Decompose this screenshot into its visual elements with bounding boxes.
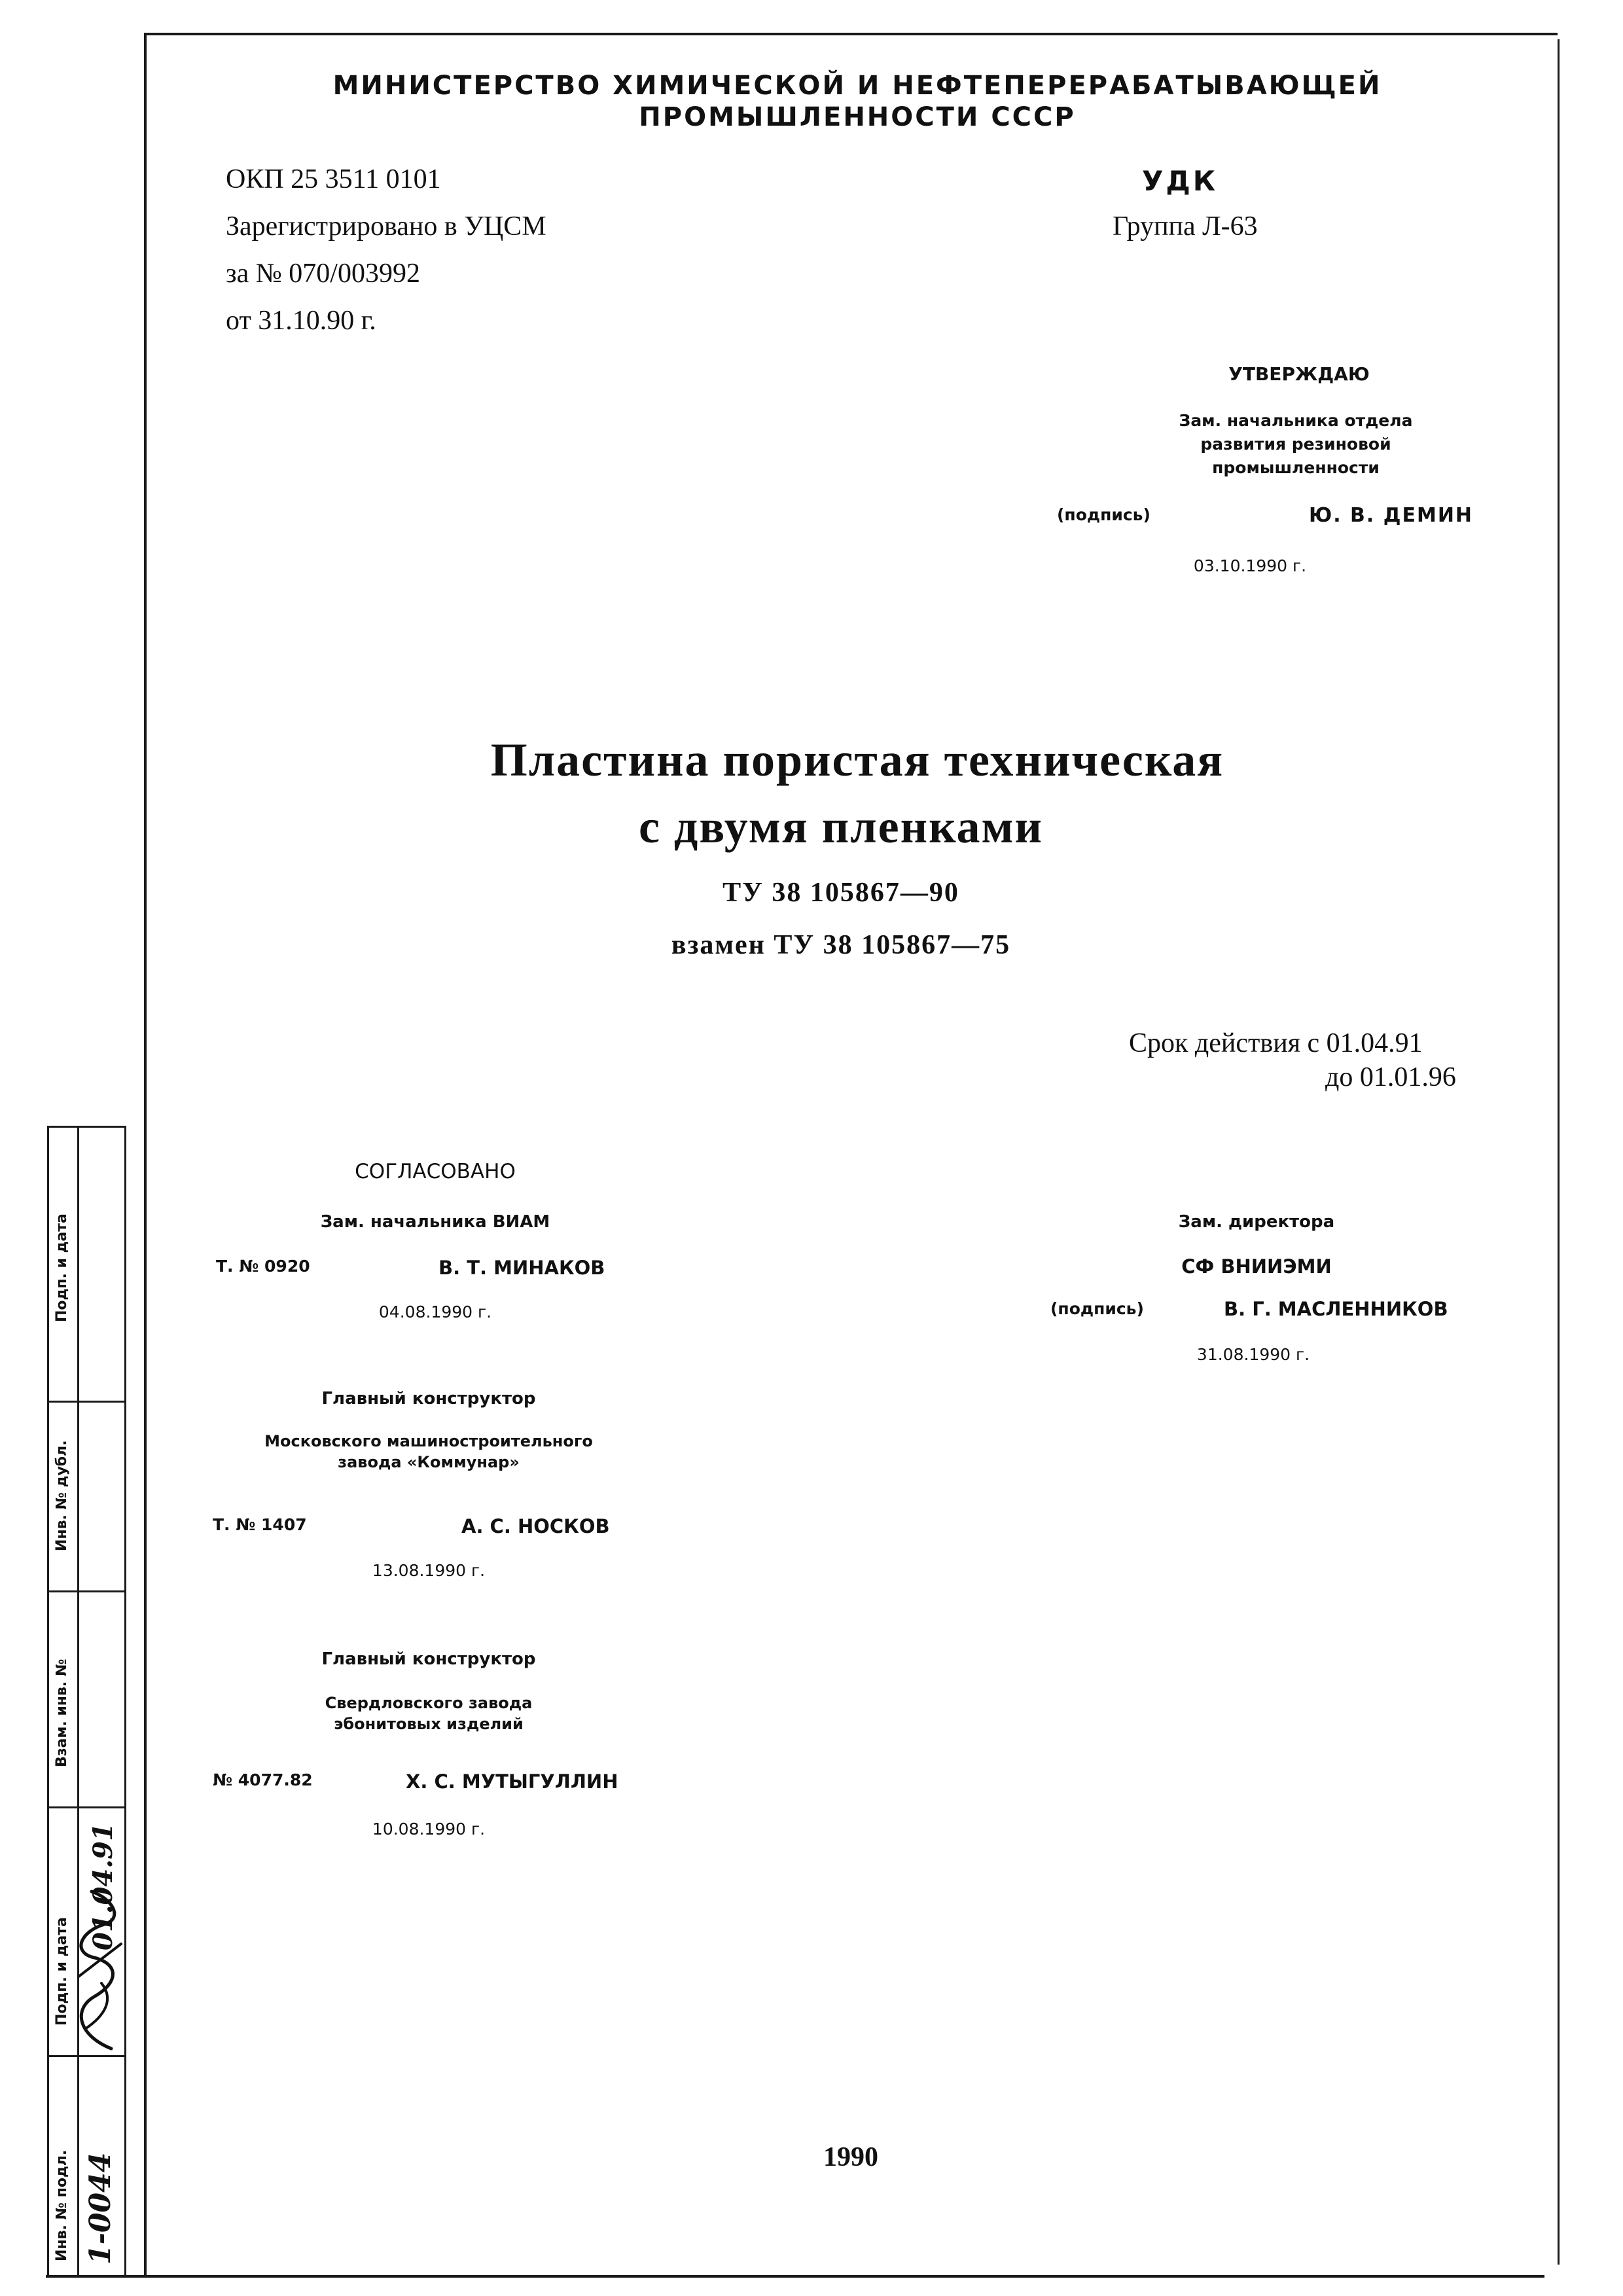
stamp-label-vzam-inv: Взам. инв. №	[54, 1659, 70, 1767]
registration-number: за № 070/003992	[226, 259, 420, 289]
sverdlovsk-position: Главный конструктор	[321, 1649, 536, 1669]
validity-to: до 01.01.96	[1325, 1062, 1456, 1092]
stamp-sep-4	[47, 2055, 126, 2057]
kommunar-name: А. С. НОСКОВ	[461, 1515, 610, 1537]
sverdlovsk-name: Х. С. МУТЫГУЛЛИН	[406, 1770, 618, 1793]
stamp-sep-top	[47, 1126, 126, 1128]
approval-position-line3: промышленности	[1212, 458, 1380, 477]
okp-code: ОКП 25 3511 0101	[226, 164, 441, 194]
stamp-label-inv-dubl: Инв. № дубл.	[54, 1440, 70, 1551]
registration-date: от 31.10.90 г.	[226, 306, 376, 336]
viam-tab-number: Т. № 0920	[216, 1257, 310, 1276]
approval-date: 03.10.1990 г.	[1193, 556, 1307, 575]
sverdlovsk-date: 10.08.1990 г.	[372, 1820, 486, 1839]
document-title-line1: Пластина пористая техническая	[490, 734, 1224, 786]
vniiemi-signature-label: (подпись)	[1050, 1299, 1144, 1318]
frame-bottom-line	[46, 2275, 1544, 2278]
document-title-line2: с двумя пленками	[638, 800, 1044, 853]
stamp-label-podp-data-2: Подп. и дата	[54, 1917, 70, 2026]
frame-top-line	[144, 33, 1558, 35]
approval-position-line2: развития резиновой	[1200, 435, 1391, 454]
approval-name: Ю. В. ДЕМИН	[1309, 504, 1474, 527]
approval-signature-label: (подпись)	[1057, 505, 1150, 524]
stamp-sep-2	[47, 1590, 126, 1592]
sverdlovsk-org-line2: эбонитовых изделий	[334, 1715, 524, 1733]
registration-text: Зарегистрировано в УЦСМ	[226, 211, 546, 242]
kommunar-org-line1: Московского машиностроительного	[264, 1432, 593, 1450]
stamp-inner-line	[77, 1126, 79, 2278]
tu-number: ТУ 38 105867—90	[722, 878, 959, 908]
sverdlovsk-tab-number: № 4077.82	[213, 1770, 313, 1789]
stamp-right-line	[124, 1126, 126, 2278]
stamp-sep-3	[47, 1806, 126, 1808]
stamp-label-inv-podl: Инв. № подл.	[54, 2149, 70, 2261]
stamp-label-podp-data: Подп. и дата	[54, 1213, 70, 1322]
group-code: Группа Л-63	[1113, 211, 1258, 242]
viam-position: Зам. начальника ВИАМ	[320, 1212, 550, 1232]
vniiemi-position: Зам. директора	[1178, 1212, 1335, 1232]
frame-left-line	[144, 33, 147, 2278]
ministry-header-line1: МИНИСТЕРСТВО ХИМИЧЕСКОЙ И НЕФТЕПЕРЕРАБАТЫВАЮЩЕЙ	[332, 71, 1382, 101]
viam-name: В. Т. МИНАКОВ	[438, 1257, 605, 1279]
vniiemi-date: 31.08.1990 г.	[1196, 1345, 1310, 1364]
publication-year: 1990	[823, 2142, 878, 2172]
kommunar-tab-number: Т. № 1407	[213, 1515, 307, 1534]
frame-right-line	[1558, 39, 1560, 2265]
tu-replaces: взамен ТУ 38 105867—75	[671, 930, 1011, 960]
udk-label: УДК	[1142, 165, 1219, 197]
validity-from: Срок действия с 01.04.91	[1129, 1028, 1423, 1058]
ministry-header-line2: ПРОМЫШЛЕННОСТИ СССР	[639, 102, 1076, 132]
kommunar-org-line2: завода «Коммунар»	[338, 1453, 520, 1471]
approval-heading: УТВЕРЖДАЮ	[1228, 363, 1370, 385]
sverdlovsk-org-line1: Свердловского завода	[325, 1694, 533, 1712]
vniiemi-org: СФ ВНИИЭМИ	[1181, 1255, 1332, 1278]
stamp-sep-1	[47, 1401, 126, 1403]
viam-date: 04.08.1990 г.	[378, 1302, 492, 1321]
agreed-heading: СОГЛАСОВАНО	[355, 1160, 516, 1183]
stamp-inventory-value: 1-0044	[84, 2152, 117, 2265]
vniiemi-name: В. Г. МАСЛЕННИКОВ	[1224, 1298, 1448, 1320]
kommunar-date: 13.08.1990 г.	[372, 1561, 486, 1580]
handwritten-signature	[65, 1885, 131, 2055]
approval-position-line1: Зам. начальника отдела	[1179, 411, 1413, 430]
stamp-date-value: 01.04.91	[88, 1823, 118, 1950]
kommunar-position: Главный конструктор	[321, 1389, 536, 1408]
stamp-outer-left-line	[47, 1126, 49, 2278]
